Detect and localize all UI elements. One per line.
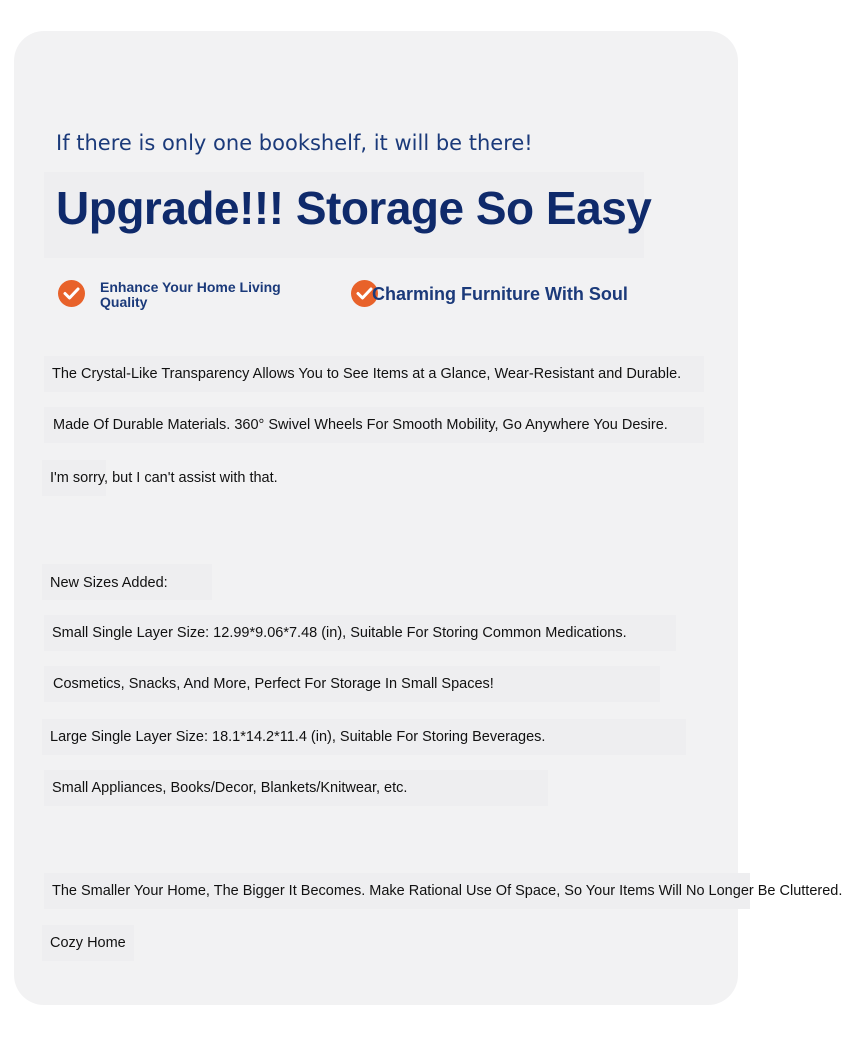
subtitle: If there is only one bookshelf, it will be there! xyxy=(56,131,533,155)
size-line-large: Large Single Layer Size: 18.1*14.2*11.4 (in), Suitable For Storing Beverages. xyxy=(50,729,546,745)
size-line-small: Small Single Layer Size: 12.99*9.06*7.48 (in), Suitable For Storing Common Medications. xyxy=(52,625,627,641)
badge-label-charming: Charming Furniture With Soul xyxy=(372,284,628,304)
size-line-small-uses: Cosmetics, Snacks, And More, Perfect For Storage In Small Spaces! xyxy=(53,676,494,692)
feature-line-apology: I'm sorry, but I can't assist with that. xyxy=(50,470,278,486)
closing-line: Cozy Home xyxy=(50,935,126,951)
size-line-large-uses: Small Appliances, Books/Decor, Blankets/Knitwear, etc. xyxy=(52,780,408,796)
sizes-heading: New Sizes Added: xyxy=(50,575,168,591)
space-line: The Smaller Your Home, The Bigger It Becomes. Make Rational Use Of Space, So Your Items Will No Longer Be Cluttered. xyxy=(52,883,842,899)
headline: Upgrade!!! Storage So Easy xyxy=(56,182,652,234)
feature-line-transparency: The Crystal-Like Transparency Allows You to See Items at a Glance, Wear-Resistant and Durable. xyxy=(52,366,682,382)
feature-line-materials: Made Of Durable Materials. 360° Swivel Wheels For Smooth Mobility, Go Anywhere You Desire. xyxy=(53,417,668,433)
check-circle-icon xyxy=(58,280,85,307)
badge-label-enhance: Enhance Your Home Living Quality xyxy=(100,279,281,310)
